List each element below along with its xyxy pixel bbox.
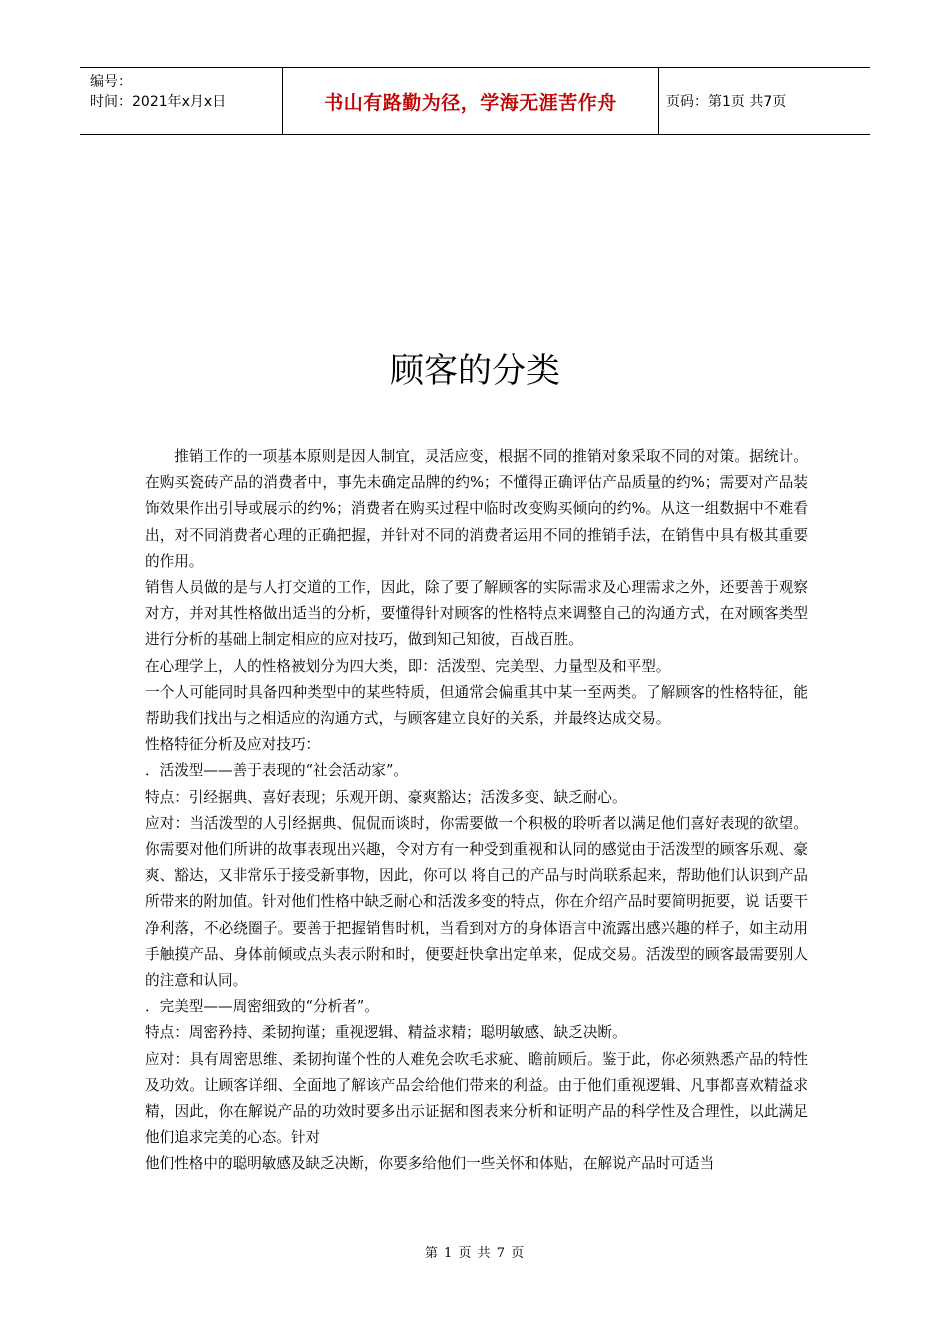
body-paragraph: 一个人可能同时具备四种类型中的某些特质，但通常会偏重其中某一至两类。了解顾客的性格特征，能帮助我们找出与之相适应的沟通方式，与顾客建立良好的关系，并最终达成交易。 — [145, 683, 808, 728]
section-heading: 性格特征分析及应对技巧： — [145, 736, 321, 754]
header-page-info: 页码：第1页 共7页 — [666, 94, 787, 110]
strategy-perfect: 应对：具有周密思维、柔韧拘谨个性的人难免会吹毛求疵、瞻前顾后。鉴于此，你必须熟悉产品的特性及功效。让顾客详细、全面地了解该产品会给他们带来的利益。由于他们重视逻辑、凡事都喜欢精益求精，因此，你在解说产品的功效时要多出示证据和图表来分析和证明产品的科学性及合理性，以此满足他们追求完美的心态。针对 — [145, 1050, 808, 1147]
strategy-lively: 应对：当活泼型的人引经据典、侃侃而谈时，你需要做一个积极的聆听者以满足他们喜好表现的欲望。你需要对他们所讲的故事表现出兴趣，令对方有一种受到重视和认同的感觉由于活泼型的顾客乐观、豪爽、豁达，又非常乐于接受新事物，因此，你可以 将自己的产品与时尚联系起来，帮助他们认识到产品所带来的附加值。针对他们性格中缺乏耐心和活泼多变的特点，你在介绍产品时要简明扼要，说 话要干净利落，不必绕圈子。要善于把握销售时机，当看到对方的身体语言中流露出感兴趣的样子，如主动用手触摸产品、身体前倾或点头表示附和时，便要赶快拿出定单来，促成交易。活泼型的顾客最需要别人的注意和认同。 — [145, 814, 808, 990]
document-header — [80, 67, 870, 135]
traits-lively: 特点：引经据典、喜好表现；乐观开朗、豪爽豁达；活泼多变、缺乏耐心。 — [145, 788, 627, 806]
header-meta-cell — [80, 68, 283, 134]
traits-perfect: 特点：周密矜持、柔韧拘谨；重视逻辑、精益求精；聪明敏感、缺乏决断。 — [145, 1024, 627, 1042]
page-footer: 第 1 页 共 7 页 — [424, 1246, 526, 1261]
header-motto-cell — [283, 68, 659, 134]
type-heading-lively: ．活泼型——善于表现的“社会活动家”。 — [145, 762, 409, 780]
type-heading-perfect: ．完美型——周密细致的“分析者”。 — [145, 998, 379, 1016]
document-date-label: 时间：2021年x月x日 — [90, 94, 227, 110]
document-number-label: 编号： — [90, 74, 132, 90]
header-motto: 书山有路勤为径，学海无涯苦作舟 — [324, 91, 617, 114]
header-page-cell — [659, 68, 870, 134]
body-paragraph: 在心理学上，人的性格被划分为四大类，即：活泼型、完美型、力量型及和平型。 — [145, 657, 671, 675]
strategy-perfect-continued: 他们性格中的聪明敏感及缺乏决断，你要多给他们一些关怀和体贴，在解说产品时可适当 — [145, 1155, 715, 1173]
document-title: 顾客的分类 — [390, 351, 560, 391]
document-body — [145, 444, 808, 1178]
body-paragraph: 销售人员做的是与人打交道的工作，因此，除了要了解顾客的实际需求及心理需求之外，还要善于观察对方，并对其性格做出适当的分析，要懂得针对顾客的性格特点来调整自己的沟通方式，在对顾客类型进行分析的基础上制定相应的应对技巧，做到知己知彼，百战百胜。 — [145, 579, 808, 649]
body-paragraph: 推销工作的一项基本原则是因人制宜，灵活应变，根据不同的推销对象采取不同的对策。据统计。在购买瓷砖产品的消费者中，事先未确定品牌的约%；不懂得正确评估产品质量的约%；需要对产品装饰效果作出引导或展示的约%；消费者在购买过程中临时改变购买倾向的约%。从这一组数据中不难看出，对不同消费者心理的正确把握，并针对不同的消费者运用不同的推销手法，在销售中具有极其重要的作用。 — [145, 448, 808, 570]
